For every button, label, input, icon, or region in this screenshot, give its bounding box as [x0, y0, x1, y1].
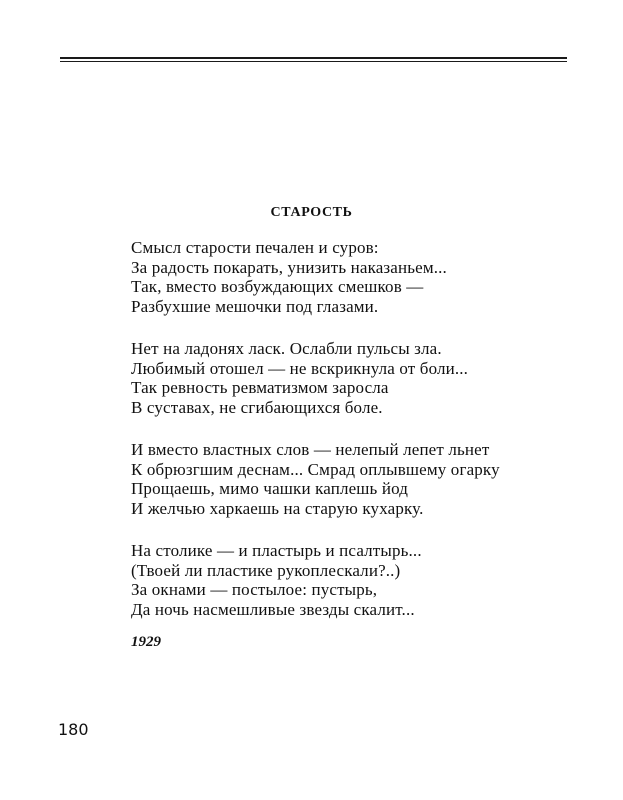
poem-line: На столике — и пластырь и псалтырь... — [131, 541, 422, 560]
poem-line: И желчью харкаешь на старую кухарку. — [131, 498, 424, 518]
poem-line: И вместо властных слов — нелепый лепет льнет — [131, 440, 490, 459]
poem-line: Нет на ладонях ласк. Ослабли пульсы зла. — [131, 339, 442, 358]
poem-body — [131, 238, 500, 642]
poem-title: СТАРОСТЬ — [270, 205, 353, 220]
stanza-2 — [131, 339, 500, 417]
stanza-3 — [131, 440, 500, 518]
poem-line: За радость покарать, унизить наказаньем... — [131, 257, 447, 277]
stanza-1 — [131, 238, 500, 316]
poem-line: Любимый отошел — не вскрикнула от боли... — [131, 358, 469, 378]
header-rule-thick — [60, 57, 567, 59]
poem-date: 1929 — [131, 634, 161, 650]
stanza-4 — [131, 541, 500, 619]
poem-line: Да ночь насмешливые звезды скалит... — [131, 599, 415, 619]
poem-line: К обрюзгшим деснам... Смрад оплывшему огарку — [131, 459, 500, 479]
poem-line: Прощаешь, мимо чашки каплешь йод — [131, 479, 409, 498]
poem-line: (Твоей ли пластике рукоплескали?..) — [131, 560, 401, 580]
page-number: 180 — [58, 720, 89, 739]
poem-line: Смысл старости печален и суров: — [131, 238, 379, 257]
header-rule-thin — [60, 61, 567, 62]
poem-line: Так, вместо возбуждающих смешков — — [131, 277, 424, 296]
poem-line: За окнами — постылое: пустырь, — [131, 580, 378, 599]
poem-line: Так ревность ревматизмом заросла — [131, 378, 389, 397]
poem-line: Разбухшие мешочки под глазами. — [131, 296, 379, 316]
poem-line: В суставах, не сгибающихся боле. — [131, 397, 383, 417]
